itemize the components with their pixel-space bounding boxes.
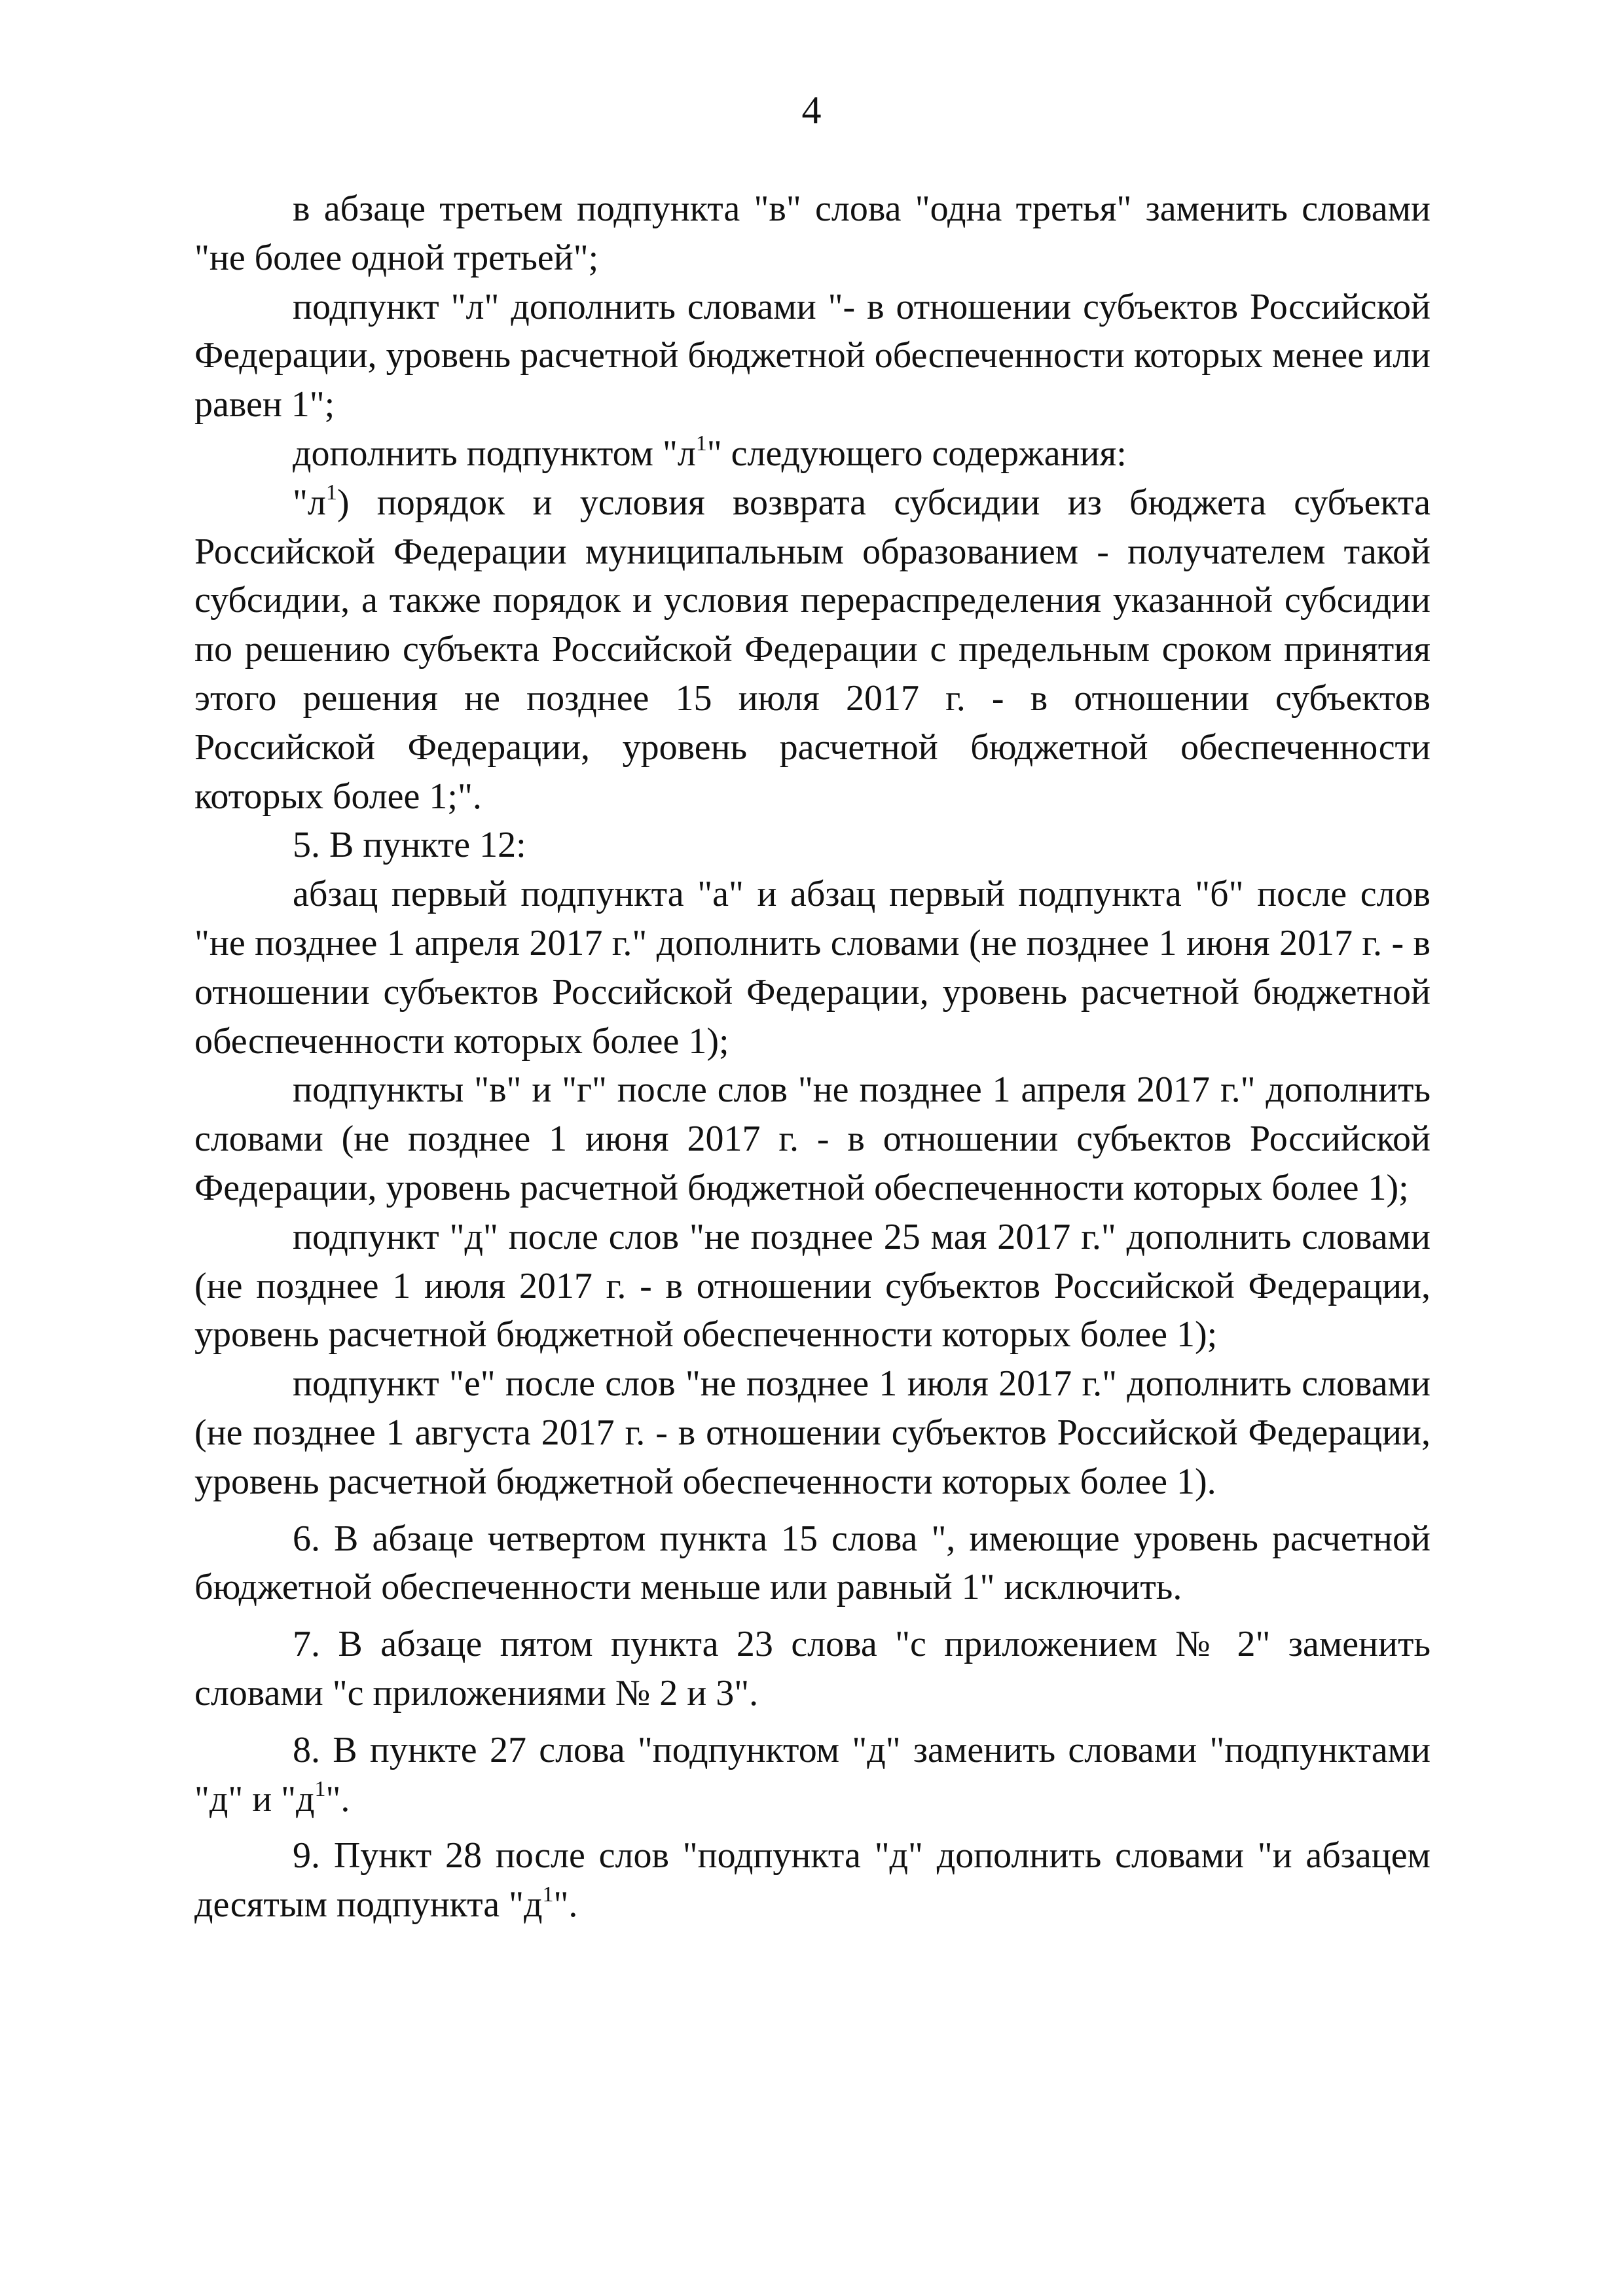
paragraph-6: абзац первый подпункта "а" и абзац первый подпункта "б" после слов "не позднее 1 апреля 2017 г." дополнить словами (не позднее 1 июня 2017 г. - в отношении субъектов Российской Федерации, уровень расчетной бюджетной обеспеченности которых более 1);	[194, 874, 1431, 1062]
paragraph-13	[194, 1831, 1431, 1929]
page-number: 4	[801, 88, 822, 132]
paragraph-4-text-a: "л	[293, 482, 326, 523]
paragraph-1: в абзаце третьем подпункта "в" слова "одна третья" заменить словами "не более одной третьей";	[194, 188, 1431, 278]
paragraph-4-superscript: 1	[325, 480, 337, 505]
paragraph-3-text-b: " следующего содержания:	[706, 433, 1127, 474]
document-body	[194, 185, 1431, 1929]
paragraph-12-text-b: ".	[325, 1778, 350, 1820]
paragraph-12	[194, 1726, 1431, 1824]
paragraph-3-superscript: 1	[695, 431, 707, 456]
paragraph-3-text-a: дополнить подпунктом "л	[293, 433, 696, 474]
paragraph-4-text-b: ) порядок и условия возврата субсидии из бюджета субъекта Российской Федерации муниципальным образованием - получателем такой субсидии, а также порядок и условия перераспределения указанной субсидии по решению субъекта Российской Федерации с предельным сроком принятия этого решения не позднее 15 июля 2017 г. - в отношении субъектов Российской Федерации, уровень расчетной бюджетной обеспеченности которых более 1;".	[194, 482, 1431, 817]
paragraph-3	[194, 429, 1431, 478]
paragraph-11: 7. В абзаце пятом пункта 23 слова "с приложением № 2" заменить словами "с приложениями № 2 и 3".	[194, 1624, 1431, 1713]
paragraph-12-superscript: 1	[314, 1776, 326, 1801]
paragraph-10: 6. В абзаце четвертом пункта 15 слова ", имеющие уровень расчетной бюджетной обеспеченности меньше или равный 1" исключить.	[194, 1518, 1431, 1608]
paragraph-13-text-b: ".	[553, 1884, 578, 1926]
paragraph-4	[194, 478, 1431, 821]
paragraph-8: подпункт "д" после слов "не позднее 25 мая 2017 г." дополнить словами (не позднее 1 июля 2017 г. - в отношении субъектов Российской Федерации, уровень расчетной бюджетной обеспеченности которых более 1);	[194, 1216, 1431, 1355]
paragraph-2: подпункт "л" дополнить словами "- в отношении субъектов Российской Федерации, уровень расчетной бюджетной обеспеченности которых менее или равен 1";	[194, 286, 1431, 425]
paragraph-12-text-a: 8. В пункте 27 слова "подпунктом "д" заменить словами "подпунктами "д" и "д	[194, 1729, 1431, 1820]
paragraph-9: подпункт "е" после слов "не позднее 1 июля 2017 г." дополнить словами (не позднее 1 августа 2017 г. - в отношении субъектов Российской Федерации, уровень расчетной бюджетной обеспеченности которых более 1).	[194, 1363, 1431, 1502]
paragraph-13-text-a: 9. Пункт 28 после слов "подпункта "д" дополнить словами "и абзацем десятым подпункта "д	[194, 1835, 1431, 1926]
paragraph-5: 5. В пункте 12:	[293, 825, 526, 866]
paragraph-7: подпункты "в" и "г" после слов "не позднее 1 апреля 2017 г." дополнить словами (не позднее 1 июня 2017 г. - в отношении субъектов Российской Федерации, уровень расчетной бюджетной обеспеченности которых более 1);	[194, 1069, 1431, 1208]
paragraph-13-superscript: 1	[542, 1882, 554, 1907]
